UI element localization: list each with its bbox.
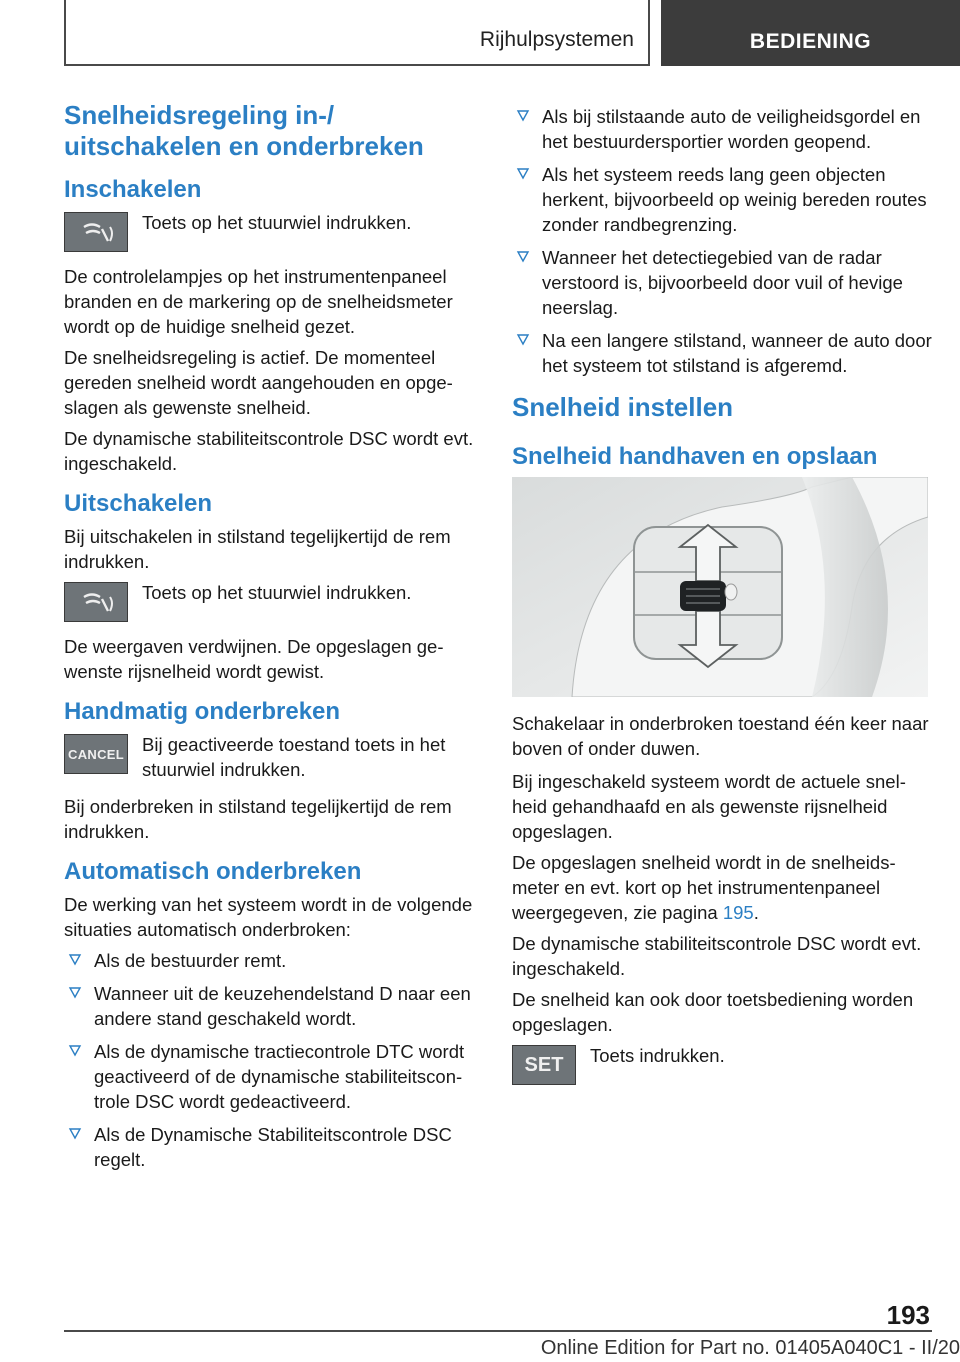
- list-item: Als het systeem reeds lang geen objecten herkent, bijvoorbeeld op weinig bereden routes zonder randbegrenzing.: [512, 162, 932, 237]
- page-number: 193: [886, 1300, 930, 1330]
- list-item: Als de dynamische tractiecontrole DTC wordt geactiveerd of de dynamische stabiliteitscontrole DSC wordt gedeactiveerd.: [64, 1039, 482, 1114]
- paragraph: Bij uitschakelen in stilstand tegelijkertijd de rem indrukken.: [64, 526, 451, 572]
- list-item: Wanneer het detectiegebied van de radar verstoord is, bijvoorbeeld door vuil of hevige neerslag.: [512, 245, 932, 320]
- paragraph: Bij ingeschakeld systeem wordt de actuele snelheid gehandhaafd en als gewenste rijsnelheid opgeslagen.: [512, 771, 906, 842]
- key-row-set: [512, 1043, 932, 1085]
- footer-edition: Online Edition for Part no. 01405A040C1 - II/20: [540, 1337, 960, 1359]
- auto-interrupt-list-cont: [512, 104, 932, 378]
- paragraph: De weergaven verdwijnen. De opgeslagen gewenste rijsnelheid wordt gewist.: [64, 636, 444, 682]
- triangle-bullet-icon: [516, 108, 530, 122]
- key-instruction: Toets op het stuurwiel indrukken.: [142, 582, 412, 603]
- key-instruction: Bij geactiveerde toestand toets in het stuurwiel indrukken.: [142, 734, 446, 780]
- paragraph: Schakelaar in onderbroken toestand één keer naar boven of onder duwen.: [512, 713, 929, 759]
- list-item: Na een langere stilstand, wanneer de auto door het systeem tot stilstand is afgeremd.: [512, 328, 932, 378]
- paragraph: Bij onderbreken in stilstand tegelijkertijd de rem indrukken.: [64, 796, 452, 842]
- header-chapter-frame: [64, 0, 650, 66]
- right-column: [512, 100, 932, 1097]
- left-column: [64, 100, 482, 1180]
- triangle-bullet-icon: [68, 952, 82, 966]
- heading-automatisch: Automatisch onderbreken: [64, 858, 362, 885]
- paragraph: De snelheid kan ook door toetsbediening worden opgeslagen.: [512, 989, 914, 1035]
- set-key-label: SET: [524, 1053, 564, 1076]
- paragraph: De opgeslagen snelheid wordt in de snelheidsmeter en evt. kort op het instrumentenpaneel weergegeven, zie pagina 195.: [512, 852, 896, 923]
- list-item: Wanneer uit de keuzehendelstand D naar een andere stand geschakeld wordt.: [64, 981, 482, 1031]
- list-item: Als de bestuurder remt.: [64, 948, 482, 973]
- cancel-key-label: CANCEL: [68, 746, 124, 762]
- set-key-icon: [512, 1045, 576, 1085]
- paragraph: De werking van het systeem wordt in de volgende situaties automatisch onderbroken:: [64, 894, 473, 940]
- triangle-bullet-icon: [68, 1043, 82, 1057]
- paragraph: De controlelampjes op het instrumentenpaneel branden en de markering op de snelheidsmeter wordt op de huidige snelheid gezet.: [64, 266, 453, 337]
- chapter-title: Rijhulpsystemen: [479, 28, 634, 51]
- cruise-control-key-icon: [64, 212, 128, 252]
- main-heading-onoff: Snelheidsregeling in-/ uitschakelen en onderbreken: [64, 100, 424, 161]
- heading-snelheid-instellen: Snelheid instellen: [512, 392, 734, 422]
- key-instruction: Toets op het stuurwiel indrukken.: [142, 212, 412, 233]
- list-item: Als bij stilstaande auto de veiligheidsgordel en het bestuurdersportier worden geopend.: [512, 104, 932, 154]
- page-reference-link[interactable]: 195: [722, 902, 754, 923]
- heading-handmatig: Handmatig onderbreken: [64, 698, 341, 725]
- paragraph: De dynamische stabiliteitscontrole DSC wordt evt. ingeschakeld.: [512, 933, 922, 979]
- heading-snelheid-handhaven: Snelheid handhaven en opslaan: [512, 443, 878, 470]
- key-row-cancel: [64, 732, 482, 782]
- paragraph: De snelheidsregeling is actief. De momenteel gereden snelheid wordt aangehouden en opgeslagen als gewenste snelheid.: [64, 347, 453, 418]
- heading-inschakelen: Inschakelen: [64, 176, 202, 203]
- auto-interrupt-list: [64, 948, 482, 1172]
- steering-wheel-switch-image: [512, 477, 928, 697]
- cancel-key-icon: [64, 734, 128, 774]
- key-instruction: Toets indrukken.: [590, 1045, 725, 1066]
- key-row-cruise-on: [64, 210, 482, 252]
- heading-uitschakelen: Uitschakelen: [64, 490, 213, 517]
- list-item: Als de Dynamische Stabiliteitscontrole DSC regelt.: [64, 1122, 482, 1172]
- paragraph: De dynamische stabiliteitscontrole DSC wordt evt. ingeschakeld.: [64, 428, 474, 474]
- section-tab: BEDIENING: [661, 0, 960, 66]
- triangle-bullet-icon: [516, 249, 530, 263]
- triangle-bullet-icon: [68, 985, 82, 999]
- triangle-bullet-icon: [516, 332, 530, 346]
- footer-rule: [64, 1330, 932, 1332]
- triangle-bullet-icon: [516, 166, 530, 180]
- key-row-cruise-off: [64, 580, 482, 622]
- triangle-bullet-icon: [68, 1126, 82, 1140]
- cruise-control-key-icon: [64, 582, 128, 622]
